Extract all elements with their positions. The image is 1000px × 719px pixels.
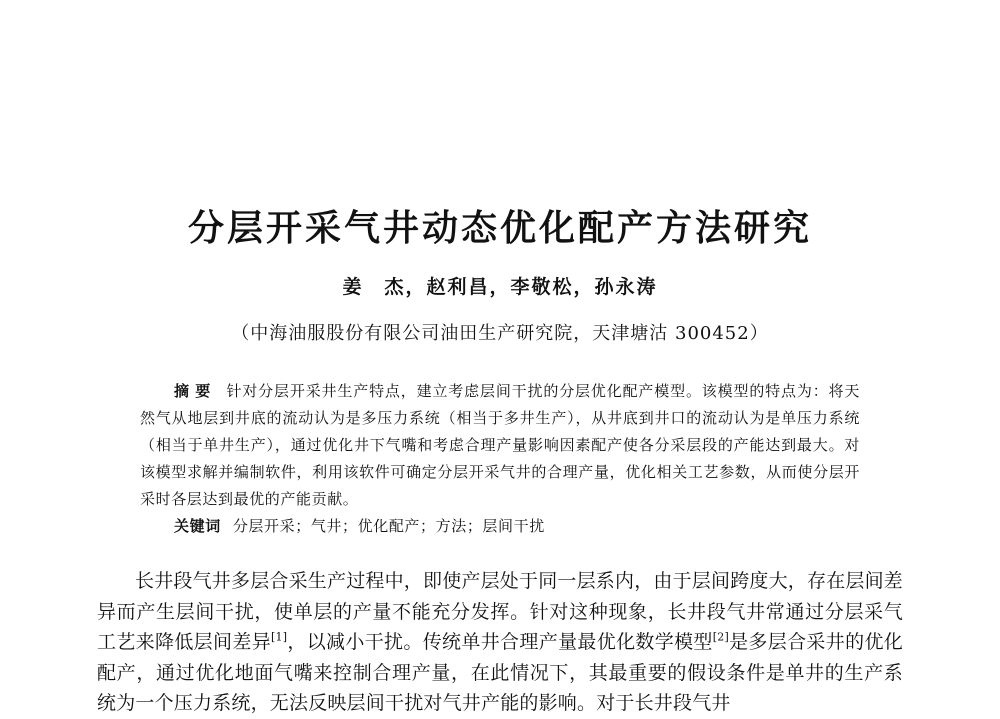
- keywords-label: 关键词: [174, 517, 221, 535]
- body-segment: 是多层合采井的优化配产，通过优化地面气嘴来控制合理产量，在此情况下，其最重要的假设条件是单井的生产系统为一个压力系统，无法反映层间干扰对气井产能的影响。对于长井段气井: [97, 631, 903, 714]
- paper-title: 分层开采气井动态优化配产方法研究: [187, 208, 812, 249]
- keywords-block: [140, 513, 860, 540]
- body-paragraph: [97, 566, 903, 719]
- abstract-label: 摘要: [174, 382, 217, 400]
- body-text: [97, 566, 903, 719]
- citation-ref: [1]: [271, 630, 288, 644]
- author-separator: ，: [489, 276, 511, 298]
- author-name: 姜 杰: [342, 276, 406, 298]
- abstract-block: [140, 378, 860, 513]
- abstract-text: 针对分层开采井生产特点，建立考虑层间干扰的分层优化配产模型。该模型的特点为：将天然气从地层到井底的流动认为是多压力系统（相当于多井生产），从井底到井口的流动认为是单压力系统（相当于单井生产），通过优化井下气嘴和考虑合理产量影响因素配产使各分采层段的产能达到最大。对该模型求解并编制软件，利用该软件可确定分层开采气井的合理产量，优化相关工艺参数，从而使分层开采时各层达到最优的产能贡献。: [140, 382, 860, 508]
- author-affiliation: （中海油服股份有限公司油田生产研究院，天津塘沽 300452）: [231, 323, 769, 344]
- body-segment: 长井段气井多层合采生产过程中，即使产层处于同一层系内，由于层间跨度大，存在层间差异而产生层间干扰，使单层的产量不能充分发挥。针对这种现象，长井段气井常通过分层采气工艺来降低层间差异: [97, 570, 904, 653]
- keywords-text: 分层开采；气井；优化配产；方法；层间干扰: [232, 517, 545, 535]
- author-name: 孙永涛: [594, 276, 658, 298]
- citation-ref: [2]: [712, 630, 729, 644]
- author-list: [0, 272, 1000, 299]
- author-separator: ，: [573, 276, 595, 298]
- body-segment: ，以减小干扰。传统单井合理产量最优化数学模型: [287, 631, 713, 653]
- author-separator: ，: [405, 276, 427, 298]
- author-name: 赵利昌: [426, 276, 490, 298]
- author-name: 李敬松: [510, 276, 574, 298]
